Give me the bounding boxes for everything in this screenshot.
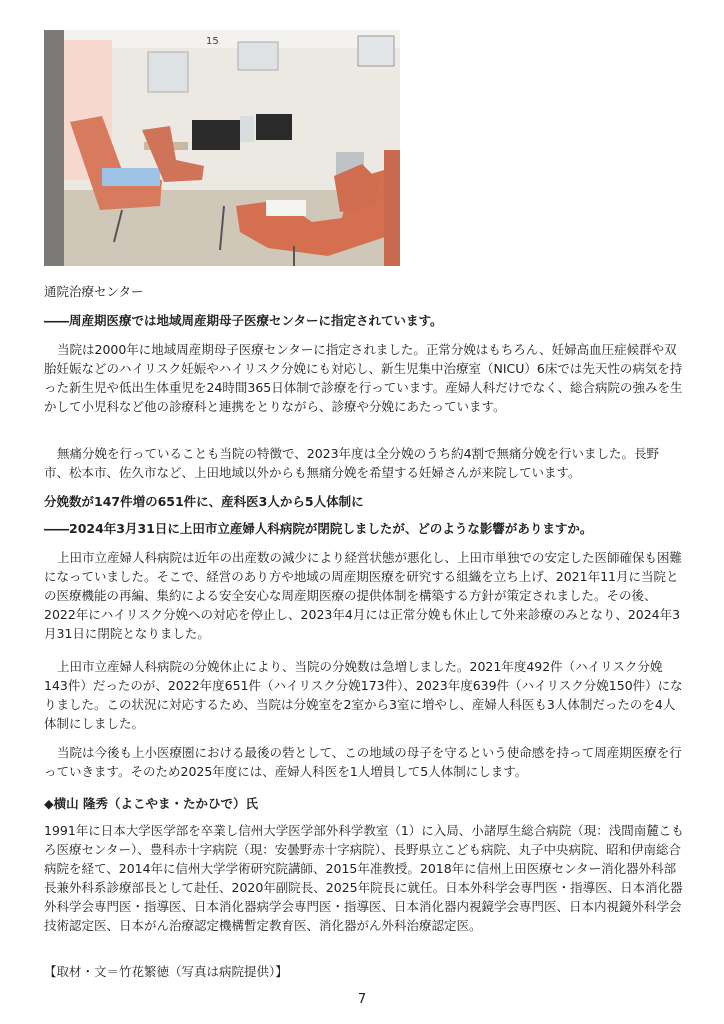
profile-text: 1991年に日本大学医学部を卒業し信州大学医学部外科学教室（1）に入局、小諸厚生総合病院（現：浅間南麓こもろ医療センター）、豊科赤十字病院（現：安曇野赤十字病院）、長野県立こども病院、丸子中央病院、昭和伊南総合病院を経て、2014年に信州大学学術研究院講師、2015年准教授。2018年に信州上田医療センター消化器外科部長兼外科系診療部長として赴任、2020年副院長、2025年院長に就任。日本外科学会専門医・指導医、日本消化器外科学会専門医・指導医、日本消化器病学会専門医・指導医、日本消化器内視鏡学会専門医、日本内視鏡外科学会技術認定医、日本がん治療認定機構暫定教育医、消化器がん外科治療認定医。 <box>44 823 684 933</box>
section-heading: 分娩数が147件増の651件に、産科医3人から5人体制に <box>44 494 364 509</box>
paragraph-1: 当院は2000年に地域周産期母子医療センターに指定されました。正常分娩はもちろん、妊婦高血圧症候群や双胎妊娠などのハイリスク妊娠やハイリスク分娩にも対応し、新生児集中治療室（NICU）6床では先天性の病気を持った新生児や低出生体重児を24時間365日体制で診療を行っています。産婦人科だけでなく、総合病院の強みを生かして小児科など他の診療科と連携をとりながら、診療や分娩にあたっています。 <box>44 342 683 414</box>
interview-question-1: ――周産期医療では地域周産期母子医療センターに指定されています。 <box>44 313 443 328</box>
paragraph-2: 無痛分娩を行っていることも当院の特徴で、2023年度は全分娩のうち約4割で無痛分娩を行いました。長野市、松本市、佐久市など、上田地域以外からも無痛分娩を希望する妊婦さんが来院しています。 <box>44 446 660 480</box>
paragraph-5: 当院は今後も上小医療圏における最後の砦として、この地域の母子を守るという使命感を持って周産期医療を行っていきます。そのため2025年度には、産婦人科医を1人増員して5人体制にします。 <box>44 745 682 779</box>
interview-question-2: ――2024年3月31日に上田市立産婦人科病院が閉院しましたが、どのような影響がありますか。 <box>44 521 593 536</box>
article-credit: 【取材・文＝竹花繁徳（写真は病院提供）】 <box>44 964 288 979</box>
profile-name: ◆横山 隆秀（よこやま・たかひで）氏 <box>44 796 258 811</box>
treatment-center-photo <box>44 30 400 266</box>
photo-caption: 通院治療センター <box>44 284 144 299</box>
paragraph-4: 上田市立産婦人科病院の分娩休止により、当院の分娩数は急増しました。2021年度492件（ハイリスク分娩143件）だったのが、2022年度651件（ハイリスク分娩173件）、2023年度639件（ハイリスク分娩150件）になりました。この状況に対応するため、当院は分娩室を2室から3室に増やし、産婦人科医も3人体制だったのを4人体制にしました。 <box>44 659 683 731</box>
wall-number: 15 <box>206 36 219 47</box>
paragraph-3: 上田市立産婦人科病院は近年の出産数の減少により経営状態が悪化し、上田市単独での安定した医師確保も困難になっていました。そこで、経営のあり方や地域の周産期医療を研究する組織を立ち上げ、2021年11月に当院との医療機能の再編、集約による安全安心な周産期医療の提供体制を構築する方針が策定されました。その後、2022年にハイリスク分娩への対応を停止し、2023年4月には正常分娩も休止して外来診療のみとなり、2024年3月31日に閉院となりました。 <box>44 550 683 641</box>
page-number: 7 <box>357 992 367 1007</box>
